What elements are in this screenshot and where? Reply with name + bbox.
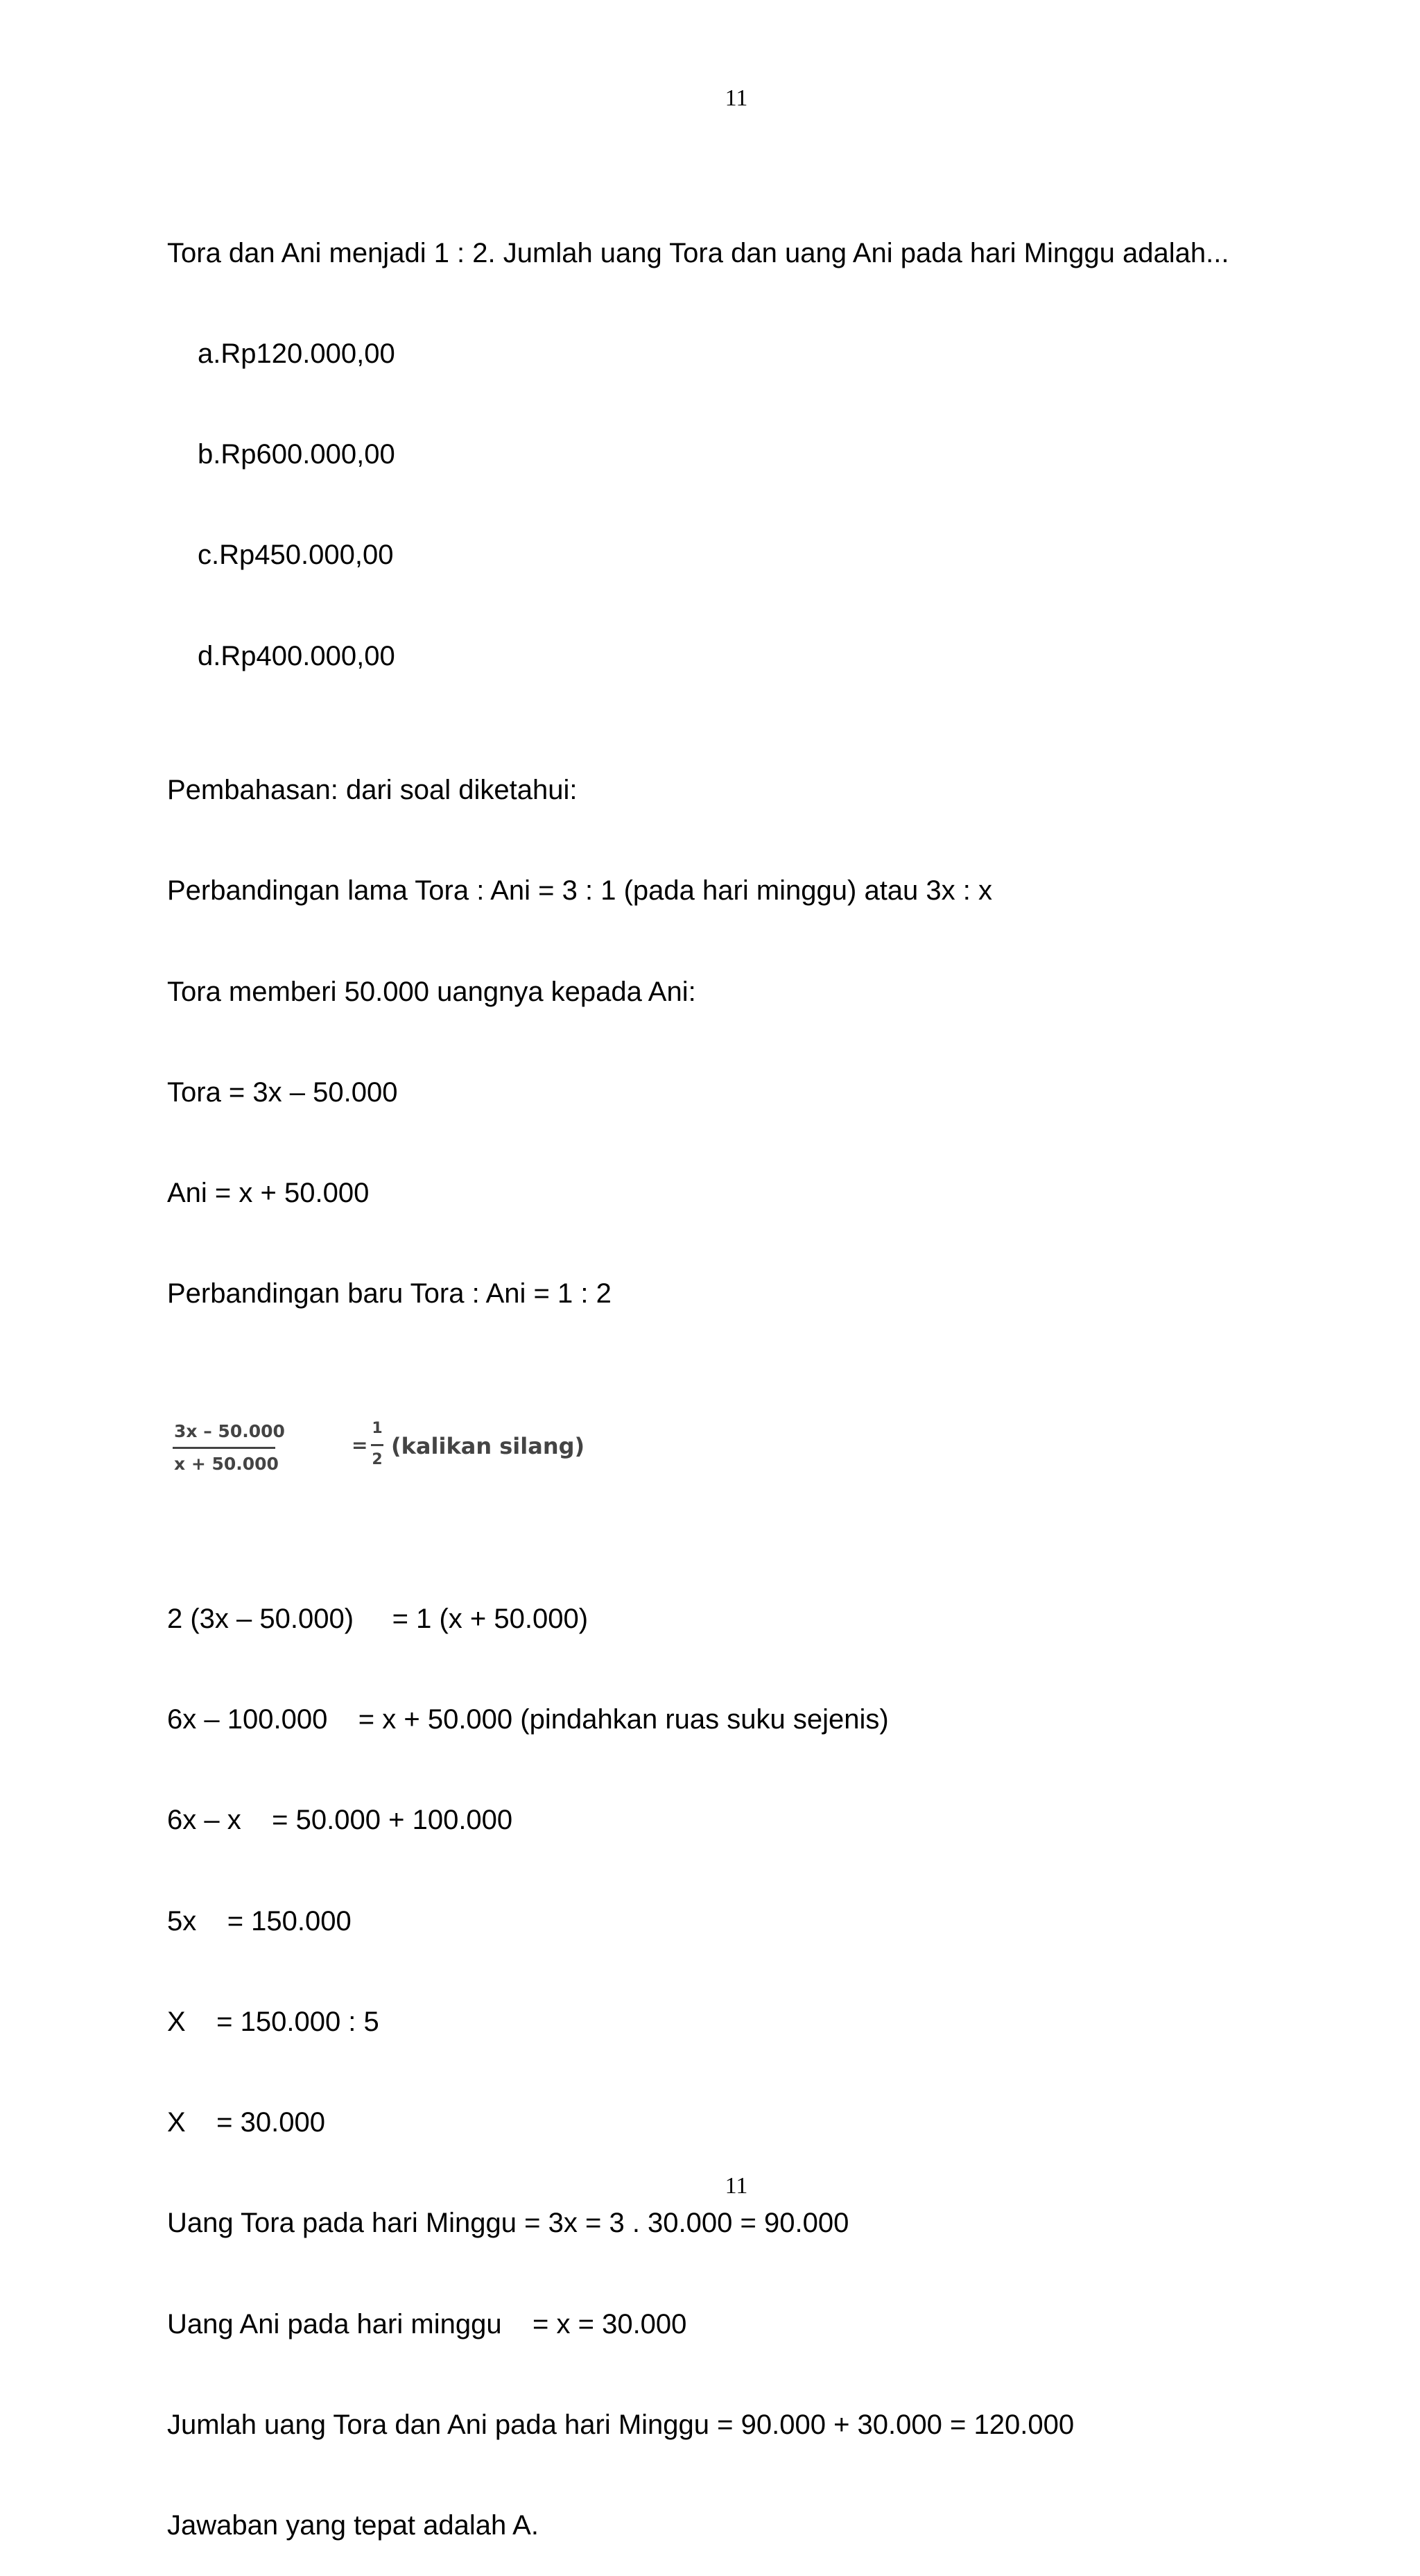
question-stem: Tora dan Ani menjadi 1 : 2. Jumlah uang Tora dan uang Ani pada hari Minggu adalah... xyxy=(167,237,1229,268)
solution-step: X = 150.000 : 5 xyxy=(167,2006,379,2037)
document-body xyxy=(167,169,1346,2576)
fraction-bar xyxy=(173,1447,275,1449)
rhs-denominator: 2 xyxy=(372,1450,383,1468)
solution-line: Perbandingan baru Tora : Ani = 1 : 2 xyxy=(167,1278,612,1310)
solution-line: Ani = x + 50.000 xyxy=(167,1178,370,1209)
solution-step: 2 (3x – 50.000) = 1 (x + 50.000) xyxy=(167,1604,589,1635)
solution-line: Tora memberi 50.000 uangnya kepada Ani: xyxy=(167,976,696,1007)
solution-heading: Pembahasan: dari soal diketahui: xyxy=(167,775,578,806)
fraction-numerator: 3x – 50.000 xyxy=(174,1420,285,1441)
solution-step: Uang Tora pada hari Minggu = 3x = 3 . 30.000 = 90.000 xyxy=(167,2208,849,2239)
fraction-denominator: x + 50.000 xyxy=(174,1453,279,1474)
solution-step: Uang Ani pada hari minggu = x = 30.000 xyxy=(167,2308,687,2339)
solution-step: 6x – 100.000 = x + 50.000 (pindahkan ruas suku sejenis) xyxy=(167,1704,889,1735)
solution-step: 5x = 150.000 xyxy=(167,1905,352,1937)
cross-multiply-note: (kalikan silang) xyxy=(391,1432,585,1459)
page-number-top: 11 xyxy=(725,85,748,111)
rhs-numerator: 1 xyxy=(372,1419,383,1437)
option-b: b.Rp600.000,00 xyxy=(198,439,395,470)
solution-step: Jumlah uang Tora dan Ani pada hari Minggu = 90.000 + 30.000 = 120.000 xyxy=(167,2409,1075,2440)
rhs-fraction-bar xyxy=(371,1444,383,1446)
option-a: a.Rp120.000,00 xyxy=(198,338,395,370)
page-number-bottom: 11 xyxy=(725,2173,748,2199)
solution-step: 6x – x = 50.000 + 100.000 xyxy=(167,1805,513,1836)
fraction-equation-image xyxy=(167,1414,1346,1492)
solution-line: Perbandingan lama Tora : Ani = 3 : 1 (pada hari minggu) atau 3x : x xyxy=(167,875,992,907)
option-c: c.Rp450.000,00 xyxy=(198,540,394,571)
equals-sign: = xyxy=(352,1433,368,1457)
answer-line: Jawaban yang tepat adalah A. xyxy=(167,2509,539,2541)
solution-step: X = 30.000 xyxy=(167,2107,325,2138)
option-d: d.Rp400.000,00 xyxy=(198,640,395,671)
solution-line: Tora = 3x – 50.000 xyxy=(167,1076,398,1108)
